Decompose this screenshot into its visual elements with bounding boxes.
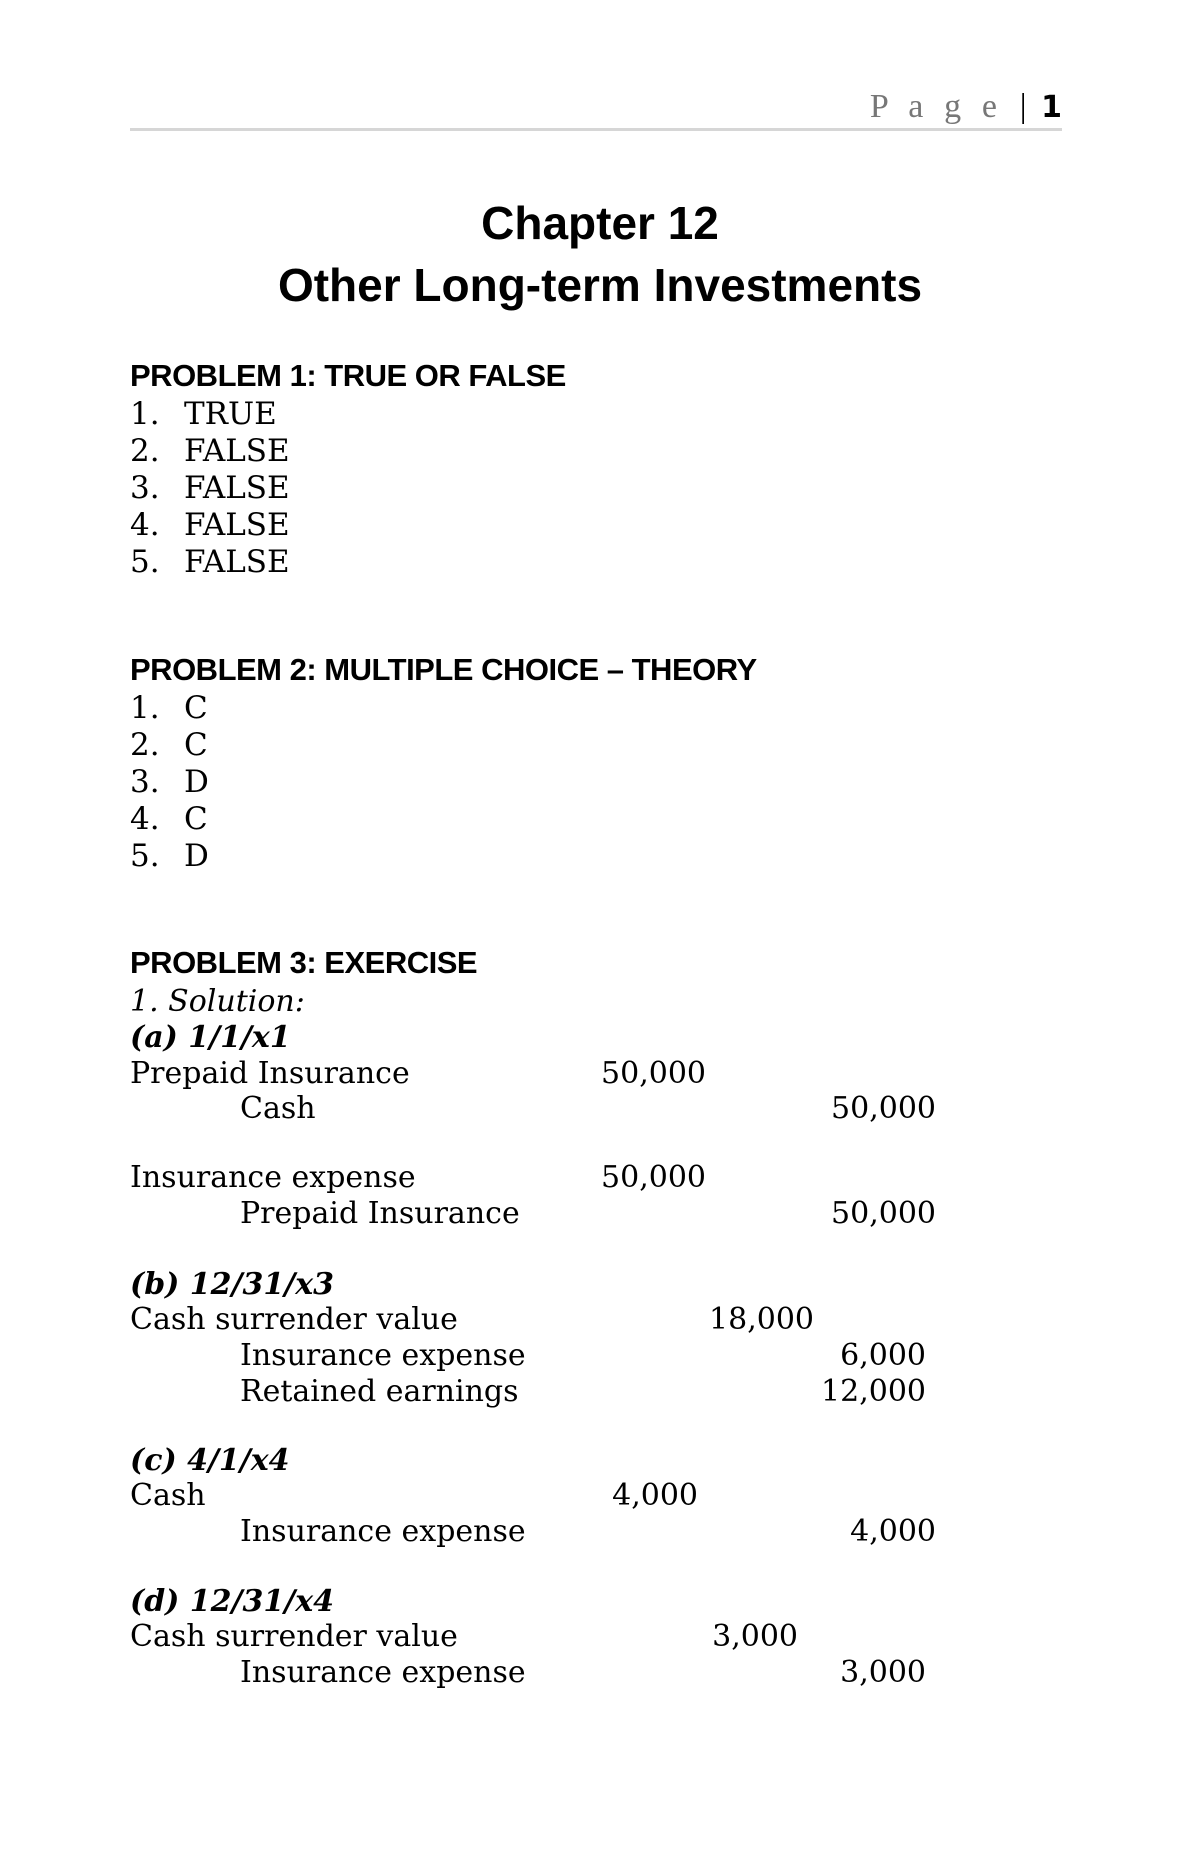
entry-c-debit-amount: 4,000 <box>612 1478 698 1513</box>
entry-b-credit1-amount: 6,000 <box>840 1338 926 1373</box>
entry-d-debit-account: Cash surrender value <box>130 1619 458 1654</box>
list-item: 2. C <box>130 727 208 763</box>
problem2-heading: PROBLEM 2: MULTIPLE CHOICE – THEORY <box>130 652 757 687</box>
entry-b-credit1-account: Insurance expense <box>240 1338 526 1373</box>
entry-a2-debit-account: Insurance expense <box>130 1160 416 1195</box>
entry-c-debit-account: Cash <box>130 1478 206 1513</box>
entry-c-credit-account: Insurance expense <box>240 1514 526 1549</box>
entry-a2-credit-amount: 50,000 <box>831 1196 936 1231</box>
list-item: 3. D <box>130 764 209 800</box>
page-label: P a g e <box>869 88 1004 125</box>
entry-a1-debit-amount: 50,000 <box>601 1056 706 1091</box>
problem1-heading: PROBLEM 1: TRUE OR FALSE <box>130 358 566 393</box>
entry-a1-credit-account: Cash <box>240 1091 316 1126</box>
entry-d-debit-amount: 3,000 <box>712 1619 798 1654</box>
problem3-heading: PROBLEM 3: EXERCISE <box>130 945 478 980</box>
entry-a-label: (a) 1/1/x1 <box>130 1020 291 1055</box>
problem2-answers <box>130 690 209 875</box>
entry-a1-credit-amount: 50,000 <box>831 1091 936 1126</box>
entry-b-credit2-account: Retained earnings <box>240 1374 519 1409</box>
entry-c-credit-amount: 4,000 <box>850 1514 936 1549</box>
list-item: 4. FALSE <box>130 507 290 543</box>
entry-b-debit-amount: 18,000 <box>709 1302 814 1337</box>
list-item: 1. C <box>130 690 208 726</box>
entry-d-credit-account: Insurance expense <box>240 1655 526 1690</box>
list-item: 5. FALSE <box>130 544 290 580</box>
page-number-value: 1 <box>1041 90 1062 125</box>
solution-label: 1. Solution: <box>130 984 305 1019</box>
list-item: 1. TRUE <box>130 396 277 432</box>
list-item: 5. D <box>130 838 209 874</box>
problem1-answers <box>130 396 290 581</box>
entry-c-label: (c) 4/1/x4 <box>130 1443 290 1478</box>
list-item: 2. FALSE <box>130 433 290 469</box>
list-item: 3. FALSE <box>130 470 290 506</box>
entry-a1-debit-account: Prepaid Insurance <box>130 1056 410 1091</box>
entry-a2-credit-account: Prepaid Insurance <box>240 1196 520 1231</box>
entry-b-credit2-amount: 12,000 <box>821 1374 926 1409</box>
page-number <box>870 88 1062 126</box>
chapter-subtitle: Other Long-term Investments <box>277 259 923 311</box>
entry-d-label: (d) 12/31/x4 <box>130 1584 334 1619</box>
list-item: 4. C <box>130 801 208 837</box>
page-header <box>130 86 1062 131</box>
entry-a2-debit-amount: 50,000 <box>601 1160 706 1195</box>
entry-b-label: (b) 12/31/x3 <box>130 1267 334 1302</box>
chapter-title: Chapter 12 <box>481 197 719 249</box>
page-separator: | <box>1019 88 1027 125</box>
entry-b-debit-account: Cash surrender value <box>130 1302 458 1337</box>
entry-d-credit-amount: 3,000 <box>840 1655 926 1690</box>
